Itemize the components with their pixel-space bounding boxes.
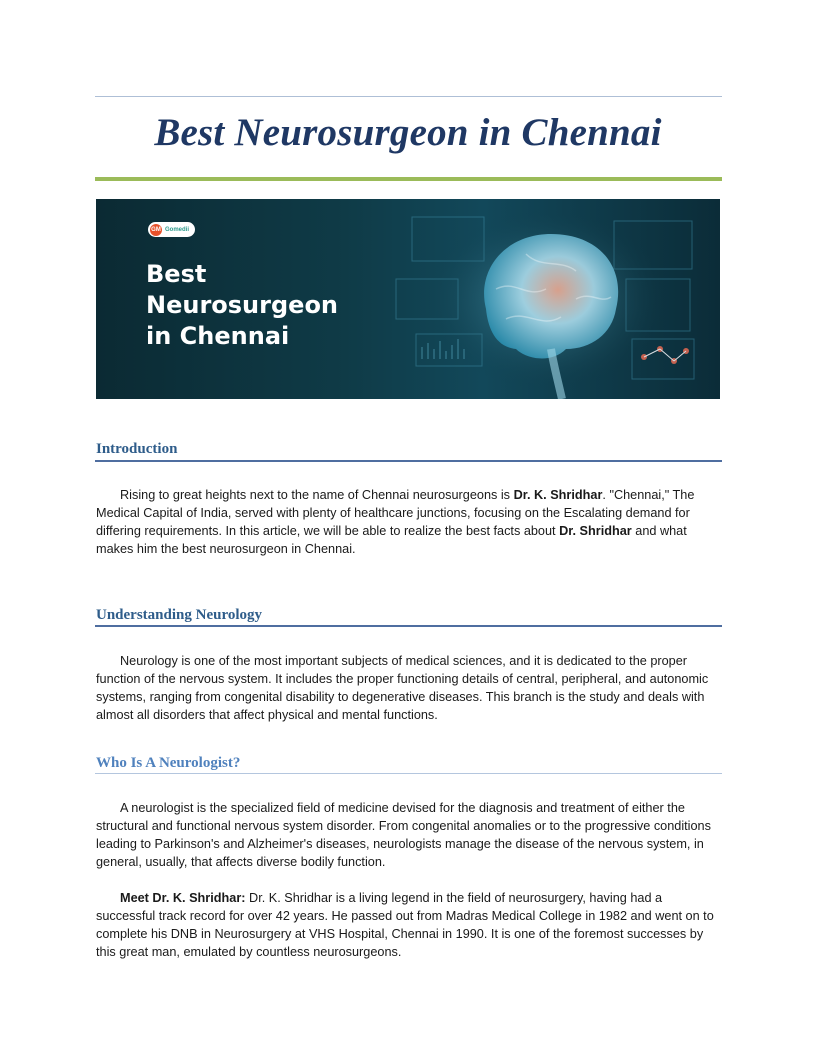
banner-heading-line: in Chennai [146,322,290,350]
neurology-paragraph: Neurology is one of the most important subjects of medical sciences, and it is dedicated to the proper function of the nervous system. It includes the proper functioning details of central, peripheral, and autonomic systems, ranging from congenital disability to degenerative diseases. This branch is the study and deals with almost all disorders that affect physical and mental functions. [96,654,709,722]
title-underline [95,177,722,181]
meet-lead: Meet Dr. K. Shridhar: [120,891,246,905]
logo-mark: GM [150,224,162,236]
doctor-name: Dr. Shridhar [559,524,632,538]
page-title: Best Neurosurgeon in Chennai [154,111,662,154]
neurologist-paragraph: A neurologist is the specialized field of medicine devised for the diagnosis and treatment of either the structural and functional nervous system disorder. From congenital anomalies or to the progressive conditions leading to Parkinson's and Alzheimer's diseases, neurologists manage the disease of the nervous system, in general, usually, that affects diverse bodily function. [96,801,711,869]
section-heading-introduction: Introduction [96,441,178,457]
section-rule [95,773,722,774]
section-heading-neurologist: Who Is A Neurologist? [96,755,241,771]
brand-logo [148,222,195,237]
section-rule [95,460,722,462]
section-rule [95,625,722,627]
top-divider [95,96,722,97]
hero-banner [96,199,720,399]
brain-illustration [376,199,720,399]
doctor-name: Dr. K. Shridhar [513,488,603,502]
banner-heading-line: Neurosurgeon [146,291,339,319]
intro-paragraph: Rising to great heights next to the name of Chennai neurosurgeons is Dr. K. Shridhar. "Chennai," The Medical Capital of India, served with plenty of healthcare junctions, focusing on the Escalating demand for differing requirements. In this article, we will be able to realize the best facts about Dr. Shridhar and what makes him the best neurosurgeon in Chennai. [96,488,695,556]
meet-doctor-paragraph: Meet Dr. K. Shridhar: Dr. K. Shridhar is a living legend in the field of neurosurgery, having had a successful track record for over 42 years. He passed out from Madras Medical College in 1982 and went on to complete his DNB in Neurosurgery at VHS Hospital, Chennai in 1990. It is one of the foremost successes by this great man, emulated by countless neurosurgeons. [96,891,714,959]
banner-heading [146,259,396,352]
section-heading-neurology: Understanding Neurology [96,607,262,623]
banner-heading-line: Best [146,260,207,288]
logo-text: Gomedii [165,226,190,233]
